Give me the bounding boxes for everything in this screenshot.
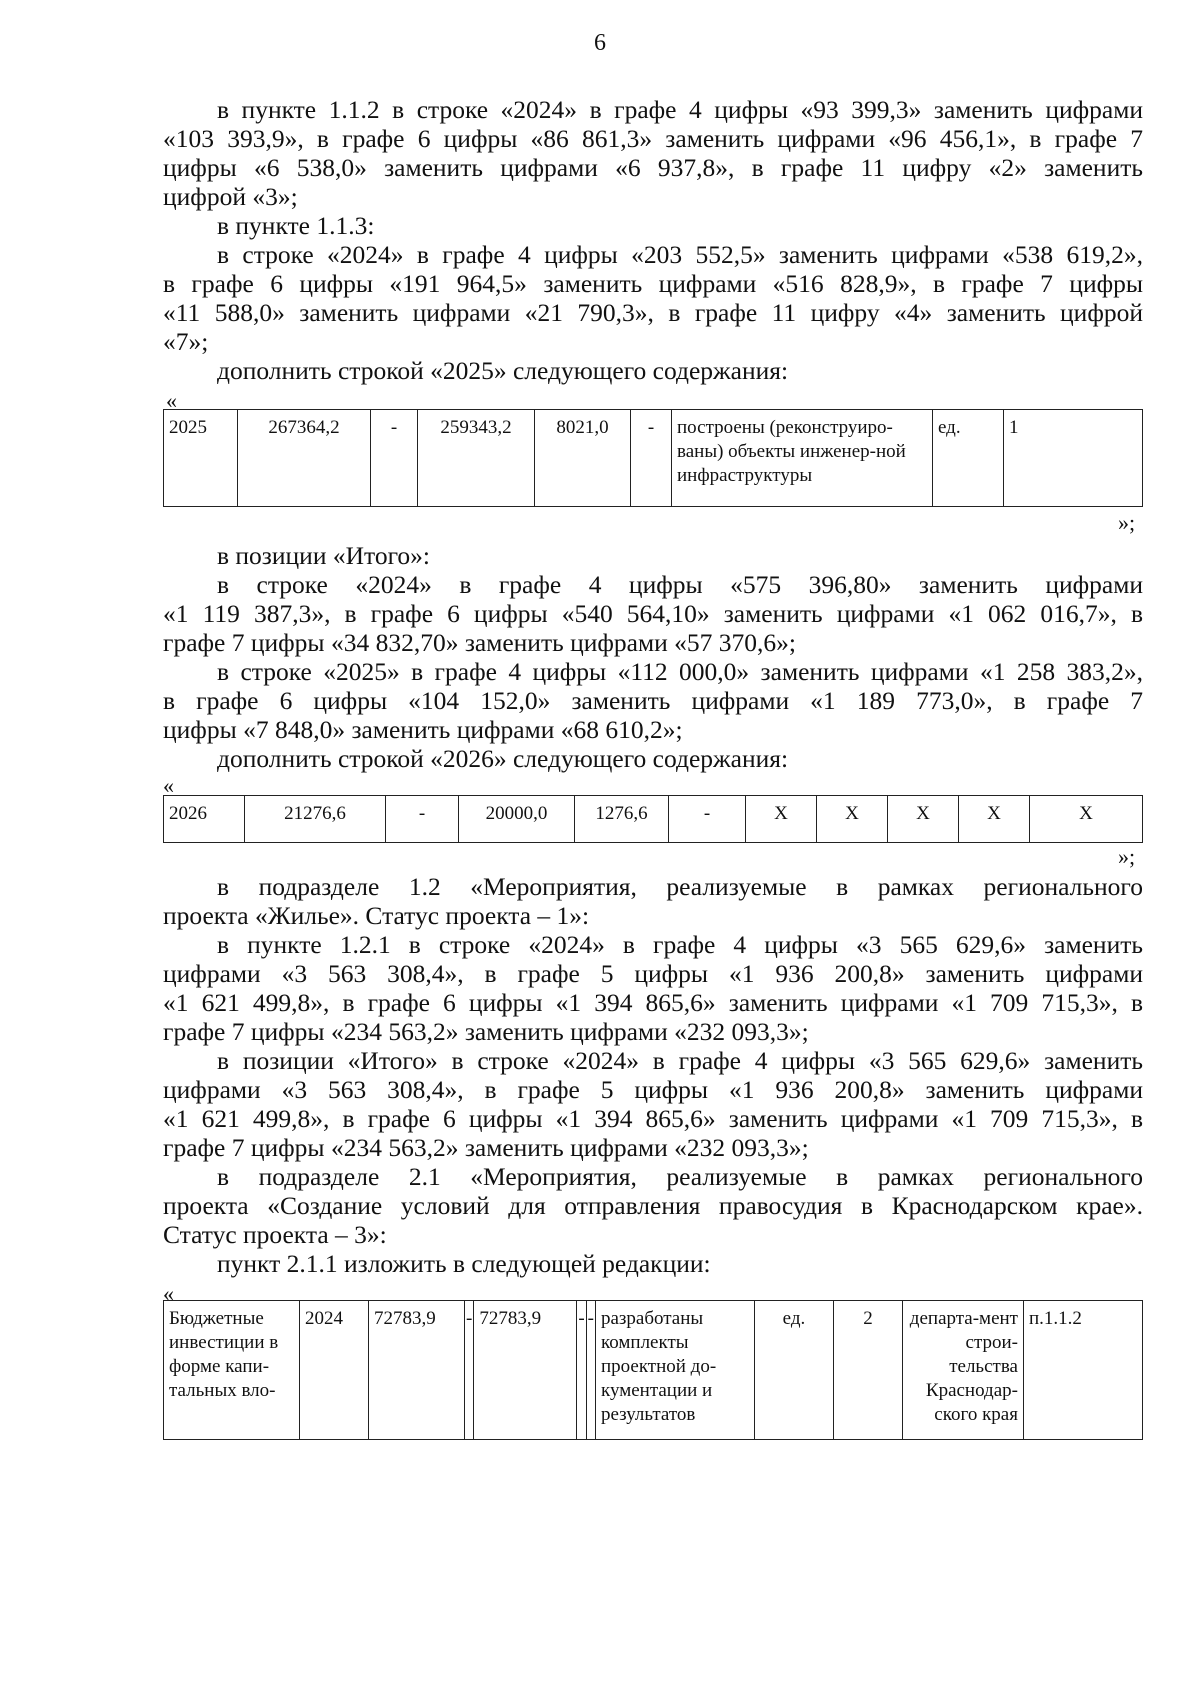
table-cell: Бюджетные инвестиции в форме капи-тальных вло- [164,1301,300,1440]
text-line: «1 119 387,3», в графе 6 цифры «540 564,10» заменить цифрами «1 062 016,7», в [163,599,1143,628]
text-line: в графе 6 цифры «191 964,5» заменить цифрами «516 828,9», в графе 7 цифры [163,269,1143,298]
text-line: в подразделе 1.2 «Мероприятия, реализуемые в рамках регионального [217,872,1143,901]
text-line: графе 7 цифры «234 563,2» заменить цифрами «232 093,3»; [163,1133,809,1162]
text-line: в позиции «Итого»: [217,541,430,570]
table-row-2026 [163,795,1143,843]
table-cell: - [371,410,418,507]
text-line: цифры «6 538,0» заменить цифрами «6 937,8», в графе 11 цифру «2» заменить [163,153,1143,182]
table-cell: ед. [933,410,1004,507]
text-line: Статус проекта – 3»: [163,1220,387,1249]
text-line: цифрой «3»; [163,182,298,211]
table-cell: 8021,0 [535,410,631,507]
table-cell: 267364,2 [238,410,371,507]
text-line: проекта «Создание условий для отправления правосудия в Краснодарском крае». [163,1191,1143,1220]
table-cell: п.1.1.2 [1023,1301,1142,1440]
open-quote: « [163,1281,174,1306]
table-row-2025 [163,409,1143,507]
table-row [164,410,1143,507]
text-line: графе 7 цифры «34 832,70» заменить цифрами «57 370,6»; [163,628,796,657]
text-line: в подразделе 2.1 «Мероприятия, реализуемые в рамках регионального [217,1162,1143,1191]
text-line: в графе 6 цифры «104 152,0» заменить цифрами «1 189 773,0», в графе 7 [163,686,1143,715]
text-line: дополнить строкой «2026» следующего содержания: [217,744,789,773]
text-line: «7»; [163,327,209,356]
open-quote: « [166,388,177,413]
table-cell: - [586,1301,595,1440]
table-cell: X [888,796,959,843]
table-item-2-1-1 [163,1300,1143,1440]
text-line: пункт 2.1.1 изложить в следующей редакции: [217,1249,711,1278]
close-quote: »; [1118,844,1136,869]
table-cell: построены (реконструиро-ваны) объекты инженер-ной инфраструктуры [672,410,933,507]
table-cell: 2024 [300,1301,369,1440]
table-cell: X [959,796,1030,843]
text-line: графе 7 цифры «234 563,2» заменить цифрами «232 093,3»; [163,1017,809,1046]
table-cell: 1276,6 [575,796,669,843]
text-line: в пункте 1.2.1 в строке «2024» в графе 4 цифры «3 565 629,6» заменить [217,930,1143,959]
table-cell: - [669,796,746,843]
text-line: в строке «2024» в графе 4 цифры «203 552,5» заменить цифрами «538 619,2», [217,240,1143,269]
table-cell: 72783,9 [369,1301,465,1440]
table-cell: департа-мент строи-тельства Краснодар-ского края [902,1301,1023,1440]
table-row [164,796,1143,843]
text-line: в строке «2024» в графе 4 цифры «575 396,80» заменить цифрами [217,570,1143,599]
text-line: в пункте 1.1.3: [217,211,375,240]
text-line: в пункте 1.1.2 в строке «2024» в графе 4 цифры «93 399,3» заменить цифрами [217,95,1143,124]
text-line: цифры «7 848,0» заменить цифрами «68 610,2»; [163,715,683,744]
text-line: «1 621 499,8», в графе 6 цифры «1 394 865,6» заменить цифрами «1 709 715,3», в [163,1104,1143,1133]
text-line: проекта «Жилье». Статус проекта – 1»: [163,901,590,930]
table-cell: X [1030,796,1143,843]
table-cell: 20000,0 [459,796,575,843]
table-cell: разработаны комплекты проектной до-кументации и результатов [595,1301,754,1440]
table-cell: 1 [1004,410,1143,507]
table-cell: X [817,796,888,843]
text-line: «103 393,9», в графе 6 цифры «86 861,3» заменить цифрами «96 456,1», в графе 7 [163,124,1143,153]
text-line: в позиции «Итого» в строке «2024» в графе 4 цифры «3 565 629,6» заменить [217,1046,1143,1075]
text-line: в строке «2025» в графе 4 цифры «112 000,0» заменить цифрами «1 258 383,2», [217,657,1143,686]
table-cell: - [631,410,672,507]
text-line: дополнить строкой «2025» следующего содержания: [217,356,789,385]
page-number: 6 [594,30,606,56]
table-cell: ед. [754,1301,833,1440]
table-cell: 21276,6 [245,796,386,843]
text-line: цифрами «3 563 308,4», в графе 5 цифры «1 936 200,8» заменить цифрами [163,959,1143,988]
table-cell: 259343,2 [418,410,535,507]
text-line: «1 621 499,8», в графе 6 цифры «1 394 865,6» заменить цифрами «1 709 715,3», в [163,988,1143,1017]
table-cell: - [577,1301,586,1440]
close-quote: »; [1118,510,1136,535]
table-cell: 2 [833,1301,902,1440]
table-cell: - [386,796,459,843]
text-line: «11 588,0» заменить цифрами «21 790,3», в графе 11 цифру «4» заменить цифрой [163,298,1143,327]
table-cell: 2026 [164,796,245,843]
table-row [164,1301,1143,1440]
table-cell: - [465,1301,474,1440]
table-cell: 2025 [164,410,238,507]
text-line: цифрами «3 563 308,4», в графе 5 цифры «1 936 200,8» заменить цифрами [163,1075,1143,1104]
open-quote: « [163,773,174,798]
table-cell: 72783,9 [474,1301,577,1440]
table-cell: X [746,796,817,843]
